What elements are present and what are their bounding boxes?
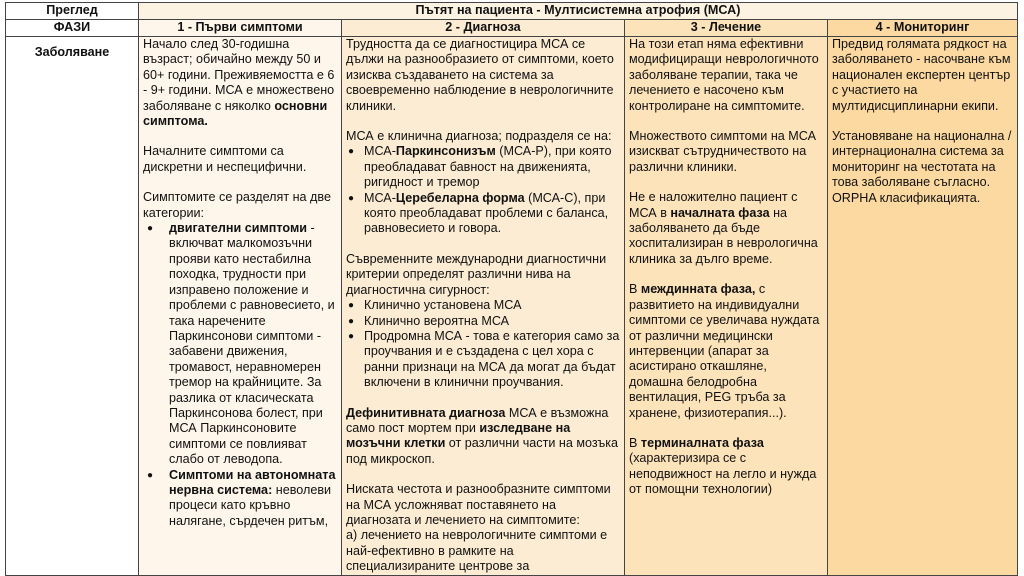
bold-text: Паркинсонизъм — [395, 144, 496, 159]
bold-text: Дефинитивната диагноза — [346, 405, 506, 420]
bold-text: терминалната фаза — [640, 435, 764, 450]
text: (характеризира се с неподвижност на легло и нужда от помощни технологии) — [629, 451, 817, 497]
text: Не е наложително пациент с МСА в — [629, 190, 798, 220]
paragraph: Множеството симптоми на МСА изискват сътрудничеството на различни клиники. — [629, 129, 817, 174]
text: (МСА-Р), при която преобладават бавност на движенията, ригидност и тремор — [364, 144, 612, 190]
bold-text: началната фаза — [670, 205, 770, 220]
patient-journey-table — [5, 2, 1018, 576]
text: неволеви процеси като кръвно налягане, сърдечен ритъм, — [169, 482, 332, 528]
symptom-list — [143, 221, 337, 529]
phase-3-header: 3 - Лечение — [625, 20, 828, 37]
table-title: Пътят на пациента - Мултисистемна атрофия (МСА) — [139, 3, 1018, 20]
list-item — [346, 191, 620, 237]
subtype-list — [346, 144, 620, 236]
phase-3-cell — [625, 37, 828, 576]
paragraph: а) лечението на неврологичните симптоми е най-ефективно в рамките на специализираните центрове за — [346, 528, 608, 574]
text: МСА- — [364, 144, 396, 159]
text: с развитието на индивидуални симптоми се увеличава нуждата от различни медицински интервенции (апарат за асистирано откашляне, домашна белодробна вентилация, PEG тръба за хранене, физиотерапия...). — [629, 282, 820, 420]
header-row — [6, 3, 1018, 20]
list-item: ● Клинично установена МСА — [346, 298, 620, 313]
row-label: Заболяване — [6, 37, 139, 576]
list-item — [143, 221, 337, 468]
paragraph: Съвременните международни диагностични критерии определят различни нива на диагностична сигурност: — [346, 251, 607, 297]
paragraph: Симптомите се разделят на две категории: — [143, 190, 331, 220]
paragraph — [629, 190, 823, 267]
paragraph: На този етап няма ефективни модифициращи неврологичното заболяване терапии, така че лечението е насочено към контролиране на симптомите. — [629, 37, 819, 113]
paragraph — [629, 436, 823, 498]
list-item: ● Продромна МСА - това е категория само за проучвания и е създадена с цел хора с ранни признаци на МСА да могат да бъдат включени в клинични проучвания. — [346, 329, 620, 391]
disease-row — [6, 37, 1018, 576]
intro-paragraph — [143, 37, 337, 129]
bold-text: Церебеларна форма — [395, 190, 525, 205]
phase-1-cell — [139, 37, 342, 576]
phase-2-header: 2 - Диагноза — [342, 20, 625, 37]
text: В — [629, 435, 641, 450]
paragraph: МСА е клинична диагноза; подразделя се на: — [346, 129, 612, 144]
text: В — [629, 282, 641, 297]
paragraph: Началните симптоми са дискретни и неспецифични. — [143, 144, 307, 174]
paragraph: Установяване на национална / интернационална система за мониторинг на честотата на това заболяване съгласно. ORPHA класификацията. — [832, 129, 1012, 205]
phase-4-cell — [828, 37, 1018, 576]
list-item — [346, 144, 620, 190]
paragraph: Трудността да се диагностицира МСА се дължи на разнообразието от симптоми, което изисква създаването на система за своевременно наблюдение в неврологичните клиники. — [346, 37, 614, 113]
text: на заболяването да бъде хоспитализиран в неврологична клиника за дълго време. — [629, 205, 818, 266]
text: Начало след 30-годишна възраст; обичайно между 50 и 60+ години. Преживяемостта е 6 - 9+ години. МСА е множествено заболяване с няколко — [143, 37, 335, 113]
list-item: ● Клинично вероятна МСА — [346, 314, 620, 329]
phase-2-cell — [342, 37, 625, 576]
text: МСА е възможна само пост мортем при — [346, 405, 609, 435]
text: МСА- — [364, 190, 396, 205]
bold-text: основни симптома. — [143, 98, 328, 129]
paragraph — [629, 282, 823, 421]
phase-4-header: 4 - Мониторинг — [828, 20, 1018, 37]
text: от различни части на мозъка под микроскоп. — [346, 436, 619, 466]
paragraph: Ниската честота и разнообразните симптоми на МСА усложняват поставянето на диагнозата и лечението на симптомите: — [346, 482, 611, 527]
paragraph — [346, 406, 620, 468]
bold-text: междинната фаза, — [640, 282, 756, 297]
list-item — [143, 468, 337, 530]
phases-label: ФАЗИ — [6, 20, 139, 37]
bold-text: двигателни симптоми — [169, 221, 308, 236]
text: - включват малкомозъчни прояви като нестабилна походка, трудности при изправено положение и проблеми с равновесието, и така наречените Паркинсонови симптоми - забавени движения, тромавост, неравномерен тремор на крайниците. За разлика от класическата Паркинсонова болест, при МСА Паркинсоновите симптоми се повлияват слабо от леводопа. — [169, 221, 335, 467]
paragraph: Предвид голямата рядкост на заболяването - насочване към национален експертен център с участието на мултидисциплинарни екипи. — [832, 37, 1011, 113]
overview-header: Преглед — [6, 3, 139, 20]
phase-1-header: 1 - Първи симптоми — [139, 20, 342, 37]
phases-row — [6, 20, 1018, 37]
bold-text: изследване на мозъчни клетки — [346, 420, 571, 451]
bold-text: Симптоми на автономната нервна система: — [169, 467, 336, 497]
criteria-list — [346, 298, 620, 390]
text: (МСА-С), при която преобладават проблеми с баланса, равновесието и говора. — [364, 190, 609, 236]
